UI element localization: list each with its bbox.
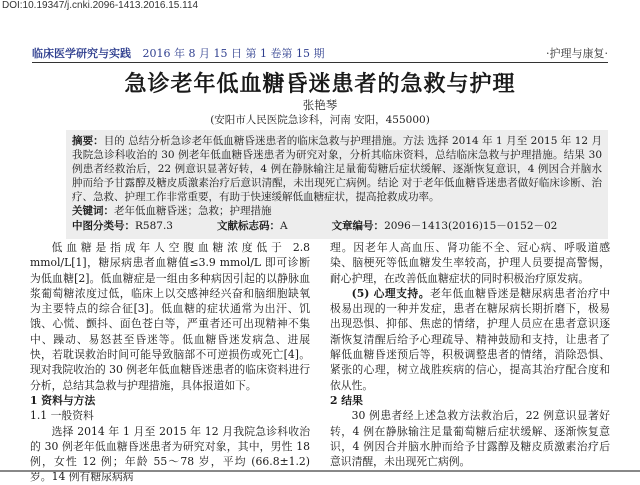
doc-code-label: 文献标志码： xyxy=(216,220,280,232)
clc-item xyxy=(72,219,195,233)
doi-text: DOI:10.19347/j.cnki.2096-1413.2016.15.114 xyxy=(2,0,199,11)
article-no-item xyxy=(332,219,580,233)
doc-code-item xyxy=(217,219,310,233)
subsection-heading-general: 1.1 一般资料 xyxy=(30,409,94,423)
right-column xyxy=(330,240,610,469)
left-column xyxy=(30,240,310,485)
meta-row xyxy=(72,219,602,233)
header-divider xyxy=(32,62,608,63)
general-info-paragraph: 选择 2014 年 1 月至 2015 年 12 月我院急诊科收治的 30 例老年低血糖昏迷患者为研究对象，其中，男性 18 例，女性 12 例；年龄 55～78 岁，平均 (66.8±1.2) 岁。14 例有糖尿病病 xyxy=(30,424,310,484)
journal-header xyxy=(32,44,608,62)
abstract xyxy=(72,134,602,204)
abstract-box xyxy=(66,130,608,239)
article-title: 急诊老年低血糖昏迷患者的急救与护理 xyxy=(124,71,516,97)
clc-value: R587.3 xyxy=(135,220,173,232)
issue-info: 2016 年 8 月 15 日 第 1 卷第 15 期 xyxy=(142,47,325,60)
article-no-label: 文章编号： xyxy=(331,220,385,232)
clc-label: 中图分类号： xyxy=(72,220,135,232)
author: 张艳琴 xyxy=(302,98,338,112)
abstract-label: 摘要： xyxy=(72,135,104,147)
affiliation: (安阳市人民医院急诊科，河南 安阳，455000) xyxy=(210,114,430,126)
doc-code-value: A xyxy=(279,220,288,232)
section-heading-methods: 1 资料与方法 xyxy=(30,393,96,407)
abstract-text: 目的 总结分析急诊老年低血糖昏迷患者的临床急救与护理措施。方法 选择 2014 年 1 月至 2015 年 12 月我院急诊科收治的 30 例老年低血糖昏迷患者为研究对象，分析其临床资料，总结临床急救与护理措施。结果 30 例患者经救治后，22 例意识显著好转，4 例在静脉输注足量葡萄糖后症状缓解、逐渐恢复意识，4 例因合并脑水肿而给予甘露醇及糖皮质激素治疗后意识清醒，未出现死亡病例。结论 对于老年低血糖昏迷患者做好临床诊断、治疗、急救、护理工作非常重要，有助于快速缓解低血糖症状，提高抢救成功率。 xyxy=(72,135,603,203)
keywords-line xyxy=(72,204,602,218)
intro-paragraph: 低血糖是指成年人空腹血糖浓度低于 2.8 mmol/L[1]，糖尿病患者血糖值≤3.9 mmol/L 即可诊断为低血糖[2]。低血糖症是一组由多种病因引起的以静脉血浆葡萄糖浓度过低，临床上以交感神经兴奋和脑细胞缺氧为主要特点的综合征[3]。低血糖的症状通常为出汗、饥饿、心慌、颤抖、面色苍白等，严重者还可出现精神不集中、躁动、易怒甚至昏迷等。低血糖昏迷发病急、进展快，若耽误救治时间可能导致脑部不可逆损伤或死亡[4]。现对我院收治的 30 例老年低血糖昏迷患者的临床资料进行分析，总结其急救与护理措施，具体报道如下。 xyxy=(30,241,310,392)
psych-support-heading: (5) 心理支持。 xyxy=(351,286,430,300)
section-label: ·护理与康复· xyxy=(546,47,608,60)
keywords-label: 关键词： xyxy=(72,205,114,217)
psych-support-text: 老年低血糖昏迷是糖尿病患者治疗中极易出现的一种并发症，患者在糖尿病长期折磨下，极易出现恐惧、抑郁、焦虑的情绪，护理人员应在患者意识逐渐恢复清醒后给予心理疏导、精神鼓励和支持，让患者了解低血糖昏迷预后等，积极调整患者的情绪，消除恐惧、紧张的心理，树立战胜疾病的信心，提高其治疗配合度和依从性。 xyxy=(330,286,610,392)
journal-name: 临床医学研究与实践 xyxy=(32,47,131,60)
psych-support-paragraph xyxy=(330,286,610,393)
results-paragraph: 30 例患者经上述急救方法救治后，22 例意识显著好转，4 例在静脉输注足量葡萄糖后症状缓解、逐渐恢复意识，4 例因合并脑水肿而给予甘露醇及糖皮质激素治疗后意识清醒，未出现死亡病例。 xyxy=(330,409,610,469)
care-paragraph: 理。因老年人高血压、肾功能不全、冠心病、呼吸道感染、脑梗死等低血糖发生率较高，护理人员要提高警惕，耐心护理，在改善低血糖症状的同时积极治疗原发病。 xyxy=(330,241,610,285)
section-heading-results: 2 结果 xyxy=(330,393,363,407)
article-no-value: 2096－1413(2016)15－0152－02 xyxy=(384,220,558,232)
keywords: 老年低血糖昏迷；急救；护理措施 xyxy=(114,205,272,217)
journal-info xyxy=(32,45,324,61)
